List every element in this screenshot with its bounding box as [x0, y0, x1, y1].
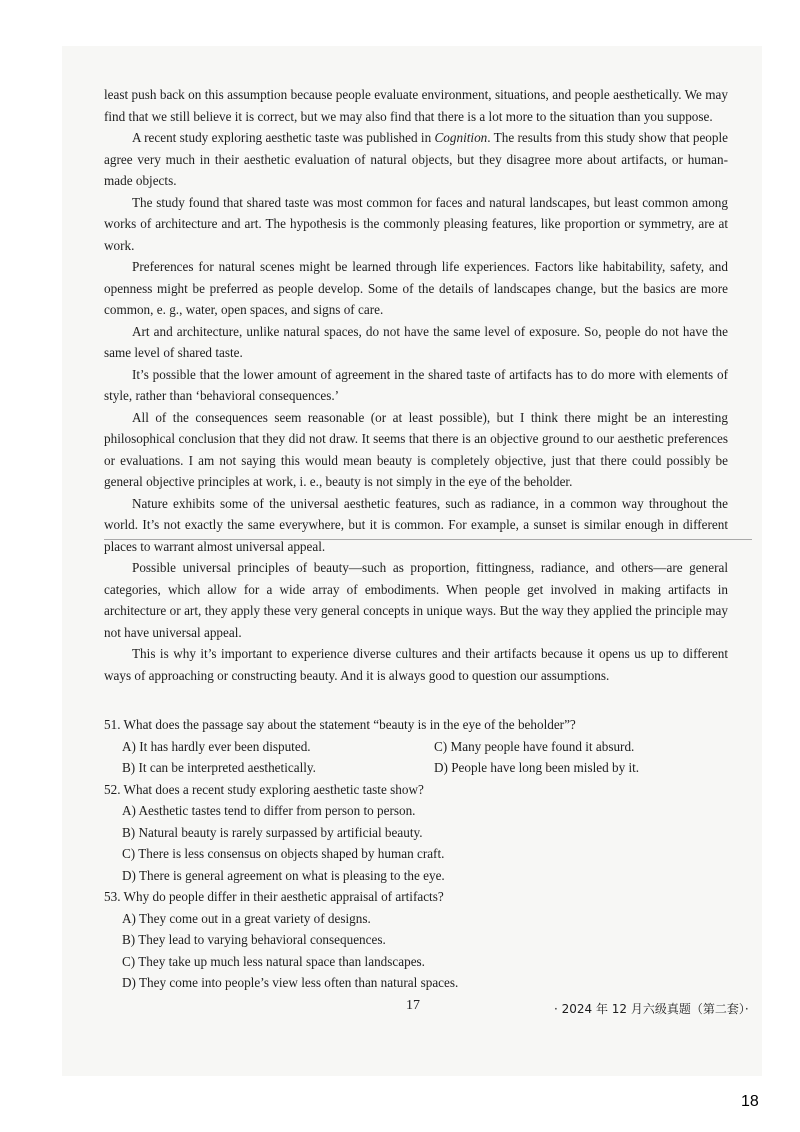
passage-paragraph: The study found that shared taste was most common for faces and natural landscapes, but least common among works of architecture and art. The hypothesis is the commonly pleasing features, like proportion or symmetry, are at work.	[104, 194, 728, 253]
option-row	[104, 757, 734, 779]
question-52	[104, 779, 734, 887]
pdf-page-number: 18	[741, 1093, 759, 1110]
passage-paragraph: Possible universal principles of beauty—such as proportion, fittingness, radiance, and others—are general categories, which allow for a wide array of embodiments. When people get involved in making artifacts in architecture or art, they apply these very general concepts in unique ways. But the way they applied the principle may not have universal appeal.	[104, 560, 728, 640]
option-a: A) They come out in a great variety of designs.	[122, 910, 371, 926]
passage-paragraph: This is why it’s important to experience diverse cultures and their artifacts because it opens us up to different ways of approaching or constructing beauty. And it is always good to question our assumptions.	[104, 646, 728, 683]
question-51	[104, 714, 734, 779]
page-number: 17	[406, 998, 420, 1013]
passage-paragraph: Art and architecture, unlike natural spaces, do not have the same level of exposure. So, people do not have the same level of shared taste.	[104, 323, 728, 360]
option-d: D) People have long been misled by it.	[434, 760, 640, 775]
question-stem: 52. What does a recent study exploring aesthetic taste show?	[104, 781, 424, 797]
option-c: C) They take up much less natural space than landscapes.	[122, 953, 425, 969]
option-a: A) Aesthetic tastes tend to differ from person to person.	[122, 803, 416, 818]
passage-paragraph: Nature exhibits some of the universal aesthetic features, such as radiance, in a common way throughout the world. It’s not exactly the same everywhere, but it is common. For example, a sunset is similar enough in different places to warrant almost universal appeal.	[104, 495, 728, 554]
option-b: B) Natural beauty is rarely surpassed by artificial beauty.	[122, 824, 423, 840]
passage-paragraph: Preferences for natural scenes might be learned through life experiences. Factors like habitability, safety, and openness might be preferred as people develop. Some of the details of landscapes change, but the basics are more common, e. g., water, open spaces, and signs of care.	[104, 259, 728, 317]
question-stem: 51. What does the passage say about the statement “beauty is in the eye of the beholder”?	[104, 717, 576, 732]
option-d: D) There is general agreement on what is pleasing to the eye.	[122, 867, 445, 883]
passage-text: . The results from this study show that people agree very much in their aesthetic evaluation of natural objects, but they disagree more about artifacts, or human-made objects.	[104, 130, 729, 188]
reading-passage	[104, 84, 728, 686]
option-a: A) It has hardly ever been disputed.	[122, 738, 311, 754]
option-c: C) There is less consensus on objects shaped by human craft.	[122, 846, 445, 861]
question-list	[104, 714, 734, 994]
passage-paragraph: It’s possible that the lower amount of agreement in the shared taste of artifacts has to do more with elements of style, rather than ‘behavioral consequences.’	[104, 366, 728, 403]
question-53	[104, 886, 734, 994]
question-stem: 53. Why do people differ in their aesthetic appraisal of artifacts?	[104, 889, 444, 904]
passage-text: A recent study exploring aesthetic taste was published in	[132, 130, 435, 145]
exam-label: · 2024 年 12 月六级真题（第二套）·	[554, 1002, 749, 1016]
option-b: B) It can be interpreted aesthetically.	[122, 760, 316, 775]
journal-title: Cognition	[434, 130, 488, 145]
option-row	[104, 736, 734, 758]
option-d: D) They come into people’s view less often than natural spaces.	[122, 975, 459, 990]
passage-paragraph: All of the consequences seem reasonable (or at least possible), but I think there might be an interesting philosophical conclusion that they did not draw. It seems that there is an objective ground to our aesthetic preferences or evaluations. I am not saying this would mean beauty is completely objective, just that there could possibly be general objective principles at work, i. e., beauty is not simply in the eye of the beholder.	[104, 409, 728, 489]
passage-paragraph: least push back on this assumption because people evaluate environment, situations, and people aesthetically. We may find that we still believe it is correct, but we may also find that there is a lot more to the situation than you suppose.	[104, 87, 728, 124]
option-c: C) Many people have found it absurd.	[434, 738, 635, 754]
option-b: B) They lead to varying behavioral consequences.	[122, 932, 386, 947]
passage-paragraph	[104, 127, 728, 192]
